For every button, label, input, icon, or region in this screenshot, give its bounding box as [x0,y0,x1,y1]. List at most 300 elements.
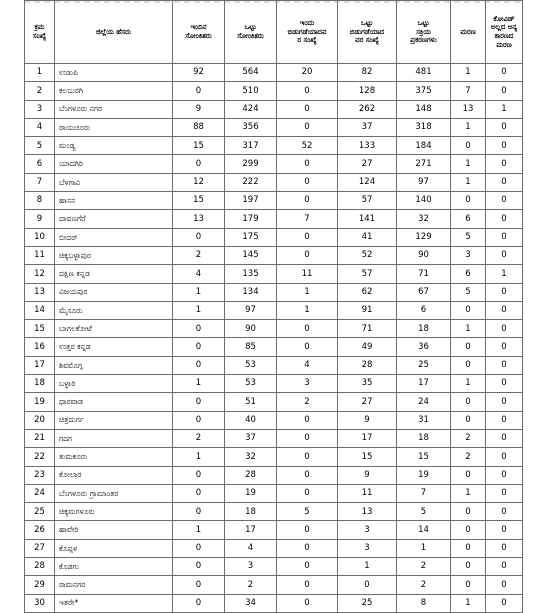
cell-active-cases: 271 [397,155,451,173]
cell-today-discharged: 0 [277,100,338,118]
cell-deaths: 5 [451,283,486,301]
cell-non-covid-deaths: 1 [486,265,523,283]
cell-total-infected: 28 [225,466,277,484]
cell-deaths: 1 [451,173,486,191]
cell-non-covid-deaths: 0 [486,246,523,264]
cell-active-cases: 375 [397,82,451,100]
cell-today-discharged: 0 [277,539,338,557]
cell-district-name: ಚಿತ್ರದುರ್ಗ [55,411,173,429]
cell-serial-number: 28 [25,558,55,576]
header-line: ರ ಸಂಖ್ಯೆ [297,36,317,45]
cell-total-infected: 2 [225,576,277,594]
cell-total-discharged: 3 [338,539,397,557]
cell-today-discharged: 5 [277,503,338,521]
cell-deaths: 6 [451,265,486,283]
cell-non-covid-deaths: 0 [486,375,523,393]
cell-district-name: ಮೈಸೂರು [55,301,173,319]
table-row [25,338,523,356]
cell-today-infected: 13 [173,210,225,228]
cell-active-cases: 140 [397,192,451,210]
cell-total-infected: 424 [225,100,277,118]
cell-today-discharged: 0 [277,118,338,136]
cell-total-infected: 53 [225,356,277,374]
cell-district-name: ಯಾದಗಿರಿ [55,155,173,173]
cell-non-covid-deaths: 0 [486,118,523,136]
table-row [25,301,523,319]
cell-today-infected: 9 [173,100,225,118]
cell-district-name: ಉಡುಪಿ [55,64,173,82]
header-line: ಪ್ರಕರಣಗಳು [410,36,437,45]
cell-today-discharged: 2 [277,393,338,411]
table-header [25,1,523,64]
table-row [25,265,523,283]
cell-serial-number: 13 [25,283,55,301]
cell-serial-number: 16 [25,338,55,356]
cell-deaths: 0 [451,411,486,429]
cell-today-infected: 0 [173,155,225,173]
cell-today-infected: 2 [173,429,225,447]
cell-non-covid-deaths: 0 [486,521,523,539]
cell-today-discharged: 0 [277,448,338,466]
cell-non-covid-deaths: 0 [486,320,523,338]
cell-non-covid-deaths: 0 [486,411,523,429]
header-line: ಜಿಲ್ಲೆಯ ಹೆಸರು [95,27,132,36]
cell-district-name: ಹಾವೇರಿ [55,521,173,539]
cell-serial-number: 24 [25,484,55,502]
cell-today-infected: 0 [173,320,225,338]
cell-total-discharged: 91 [338,301,397,319]
cell-total-discharged: 11 [338,484,397,502]
header-today-discharged [277,1,338,64]
cell-today-infected: 1 [173,283,225,301]
table-row [25,356,523,374]
cell-total-discharged: 49 [338,338,397,356]
cell-total-infected: 564 [225,64,277,82]
cell-total-discharged: 141 [338,210,397,228]
cell-today-discharged: 0 [277,155,338,173]
table-row [25,246,523,264]
cell-today-infected: 0 [173,356,225,374]
cell-total-infected: 222 [225,173,277,191]
cell-total-infected: 40 [225,411,277,429]
table-row [25,375,523,393]
cell-active-cases: 14 [397,521,451,539]
header-row [25,1,523,64]
cell-today-infected: 92 [173,64,225,82]
table-body [25,64,523,613]
cell-active-cases: 7 [397,484,451,502]
header-line: ಸೋಂಕಿತರು [185,32,212,40]
cell-deaths: 1 [451,118,486,136]
cell-non-covid-deaths: 0 [486,356,523,374]
cell-total-discharged: 27 [338,393,397,411]
cell-non-covid-deaths: 0 [486,503,523,521]
cell-deaths: 0 [451,521,486,539]
cell-deaths: 3 [451,246,486,264]
cell-district-name: ಬೀದರ್ [55,228,173,246]
header-line: ಕೋವಿಡ್ [493,14,515,23]
header-line: ಬಿಡುಗಡೆಯಾದವ [287,27,327,36]
cell-non-covid-deaths: 0 [486,484,523,502]
header-total-discharged [338,1,397,64]
cell-today-infected: 12 [173,173,225,191]
cell-total-infected: 19 [225,484,277,502]
cell-active-cases: 8 [397,594,451,612]
cell-district-name: ಮಂಡ್ಯ [55,137,173,155]
cell-serial-number: 27 [25,539,55,557]
cell-active-cases: 318 [397,118,451,136]
cell-today-discharged: 20 [277,64,338,82]
cell-deaths: 0 [451,466,486,484]
cell-active-cases: 184 [397,137,451,155]
cell-non-covid-deaths: 0 [486,301,523,319]
cell-district-name: ಬಳ್ಳಾರಿ [55,375,173,393]
cell-today-discharged: 0 [277,521,338,539]
table-row [25,448,523,466]
table-row [25,173,523,191]
cell-serial-number: 10 [25,228,55,246]
cell-total-infected: 3 [225,558,277,576]
cell-non-covid-deaths: 0 [486,558,523,576]
cell-total-discharged: 1 [338,558,397,576]
table-row [25,320,523,338]
table-row [25,521,523,539]
cell-today-infected: 0 [173,558,225,576]
cell-district-name: ರಾಮನಗರ [55,576,173,594]
cell-today-discharged: 0 [277,173,338,191]
cell-total-discharged: 57 [338,192,397,210]
header-line: ಒಟ್ಟು [417,18,430,27]
cell-today-infected: 4 [173,265,225,283]
header-line: ಸೋಂಕಿತರು [237,32,264,40]
cell-non-covid-deaths: 1 [486,100,523,118]
cell-active-cases: 71 [397,265,451,283]
cell-total-discharged: 35 [338,375,397,393]
cell-active-cases: 2 [397,576,451,594]
header-line: ಇಂದಿನ [190,23,207,32]
cell-total-infected: 51 [225,393,277,411]
cell-district-name: ಕೊಪ್ಪಳ [55,539,173,557]
cell-district-name: ಇತರೇ* [55,594,173,612]
cell-district-name: ಬೆಂಗಳೂರು ನಗರ [55,100,173,118]
header-serial-number [25,1,55,64]
cell-total-infected: 97 [225,301,277,319]
cell-active-cases: 97 [397,173,451,191]
cell-today-discharged: 0 [277,484,338,502]
cell-total-infected: 17 [225,521,277,539]
cell-active-cases: 18 [397,320,451,338]
cell-total-infected: 90 [225,320,277,338]
cell-deaths: 0 [451,192,486,210]
cell-today-infected: 15 [173,192,225,210]
cell-today-discharged: 0 [277,338,338,356]
cell-deaths: 2 [451,448,486,466]
cell-non-covid-deaths: 0 [486,393,523,411]
cell-active-cases: 31 [397,411,451,429]
cell-district-name: ಬೆಂಗಳೂರು ಗ್ರಾಮಾಂತರ [55,484,173,502]
cell-today-discharged: 0 [277,411,338,429]
header-line: ಇಂದು [299,18,315,27]
cell-total-discharged: 15 [338,448,397,466]
cell-today-infected: 1 [173,375,225,393]
cell-non-covid-deaths: 0 [486,594,523,612]
cell-deaths: 0 [451,503,486,521]
cell-total-discharged: 262 [338,100,397,118]
header-line: ಒಟ್ಟು [244,23,257,32]
cell-today-infected: 1 [173,521,225,539]
cell-serial-number: 9 [25,210,55,228]
header-today-infected [173,1,225,64]
cell-district-name: ಬಾಗಲಕೋಟೆ [55,320,173,338]
cell-today-discharged: 0 [277,228,338,246]
cell-non-covid-deaths: 0 [486,192,523,210]
cell-serial-number: 12 [25,265,55,283]
cell-total-discharged: 3 [338,521,397,539]
cell-total-discharged: 13 [338,503,397,521]
cell-active-cases: 15 [397,448,451,466]
cell-today-infected: 1 [173,301,225,319]
cell-today-infected: 0 [173,539,225,557]
cell-deaths: 1 [451,594,486,612]
cell-deaths: 0 [451,137,486,155]
cell-total-discharged: 9 [338,411,397,429]
header-non-covid-deaths [486,1,523,64]
cell-serial-number: 19 [25,393,55,411]
cell-active-cases: 17 [397,375,451,393]
cell-deaths: 7 [451,82,486,100]
cell-serial-number: 29 [25,576,55,594]
table-row [25,558,523,576]
cell-district-name: ಕಲಬುರಗಿ [55,82,173,100]
cell-today-discharged: 0 [277,576,338,594]
table-row [25,192,523,210]
cell-today-infected: 0 [173,338,225,356]
header-district-name [55,1,173,64]
cell-deaths: 6 [451,210,486,228]
table-row [25,503,523,521]
header-line: ಒಟ್ಟು [360,18,373,27]
cell-total-infected: 34 [225,594,277,612]
cell-today-infected: 0 [173,576,225,594]
cell-active-cases: 24 [397,393,451,411]
cell-non-covid-deaths: 0 [486,210,523,228]
cell-deaths: 2 [451,429,486,447]
table-row [25,283,523,301]
cell-total-infected: 179 [225,210,277,228]
cell-total-infected: 85 [225,338,277,356]
cell-today-infected: 1 [173,448,225,466]
cell-deaths: 0 [451,558,486,576]
cell-district-name: ತುಮಕೂರು [55,448,173,466]
cell-today-discharged: 4 [277,356,338,374]
cell-total-infected: 175 [225,228,277,246]
cell-today-discharged: 1 [277,283,338,301]
cell-serial-number: 25 [25,503,55,521]
cell-district-name: ಗದಗ [55,429,173,447]
cell-today-infected: 0 [173,82,225,100]
cell-deaths: 0 [451,539,486,557]
cell-total-discharged: 9 [338,466,397,484]
header-line: ವರ ಸಂಖ್ಯೆ [355,36,379,45]
cell-total-infected: 37 [225,429,277,447]
cell-non-covid-deaths: 0 [486,283,523,301]
cell-non-covid-deaths: 0 [486,173,523,191]
table-row [25,484,523,502]
cell-serial-number: 7 [25,173,55,191]
cell-district-name: ಕೊಡಗು [55,558,173,576]
cell-today-discharged: 11 [277,265,338,283]
district-cases-table-container [24,0,522,613]
cell-district-name: ಚಿಕ್ಕಮಗಳೂರು [55,503,173,521]
cell-district-name: ದಕ್ಷಿಣ ಕನ್ನಡ [55,265,173,283]
cell-deaths: 0 [451,576,486,594]
cell-active-cases: 129 [397,228,451,246]
header-line: ಮರಣ [460,27,476,36]
cell-active-cases: 32 [397,210,451,228]
header-line: ಸಂಖ್ಯೆ [32,32,47,40]
cell-today-discharged: 1 [277,301,338,319]
cell-today-infected: 0 [173,228,225,246]
cell-today-infected: 0 [173,594,225,612]
header-line: ಮರಣ [496,40,512,49]
cell-total-discharged: 133 [338,137,397,155]
cell-non-covid-deaths: 0 [486,64,523,82]
cell-total-infected: 145 [225,246,277,264]
cell-active-cases: 90 [397,246,451,264]
cell-total-infected: 356 [225,118,277,136]
header-total-infected [225,1,277,64]
cell-today-discharged: 0 [277,320,338,338]
cell-serial-number: 17 [25,356,55,374]
header-line: ಬಿಡುಗಡೆಯಾದ [349,27,385,36]
table-row [25,64,523,82]
cell-today-infected: 0 [173,411,225,429]
cell-deaths: 13 [451,100,486,118]
table-row [25,100,523,118]
cell-today-discharged: 0 [277,246,338,264]
cell-total-discharged: 62 [338,283,397,301]
cell-serial-number: 22 [25,448,55,466]
cell-serial-number: 30 [25,594,55,612]
cell-today-discharged: 0 [277,429,338,447]
cell-total-discharged: 128 [338,82,397,100]
table-row [25,155,523,173]
cell-total-discharged: 71 [338,320,397,338]
header-line: ಕಾರಣದ [494,32,514,40]
header-active-cases [397,1,451,64]
table-row [25,82,523,100]
cell-district-name: ಶಿವಮೊಗ್ಗ [55,356,173,374]
cell-non-covid-deaths: 0 [486,137,523,155]
table-row [25,137,523,155]
cell-non-covid-deaths: 0 [486,466,523,484]
cell-total-infected: 134 [225,283,277,301]
cell-today-infected: 0 [173,503,225,521]
cell-active-cases: 6 [397,301,451,319]
cell-serial-number: 8 [25,192,55,210]
cell-serial-number: 6 [25,155,55,173]
cell-total-infected: 53 [225,375,277,393]
table-row [25,411,523,429]
cell-district-name: ಚಿಕ್ಕಬಳ್ಳಾಪುರ [55,246,173,264]
cell-deaths: 0 [451,356,486,374]
cell-today-discharged: 0 [277,192,338,210]
cell-non-covid-deaths: 0 [486,155,523,173]
cell-district-name: ರಾಯಚೂರು [55,118,173,136]
cell-serial-number: 14 [25,301,55,319]
cell-total-discharged: 37 [338,118,397,136]
cell-serial-number: 11 [25,246,55,264]
cell-deaths: 1 [451,155,486,173]
cell-deaths: 1 [451,375,486,393]
cell-deaths: 1 [451,64,486,82]
cell-serial-number: 3 [25,100,55,118]
cell-today-infected: 0 [173,393,225,411]
cell-non-covid-deaths: 0 [486,228,523,246]
cell-active-cases: 2 [397,558,451,576]
cell-total-discharged: 0 [338,576,397,594]
cell-serial-number: 20 [25,411,55,429]
cell-total-infected: 510 [225,82,277,100]
table-row [25,210,523,228]
cell-serial-number: 2 [25,82,55,100]
cell-total-infected: 317 [225,137,277,155]
cell-today-discharged: 7 [277,210,338,228]
cell-serial-number: 5 [25,137,55,155]
cell-non-covid-deaths: 0 [486,429,523,447]
cell-today-discharged: 0 [277,594,338,612]
table-row [25,429,523,447]
cell-total-infected: 18 [225,503,277,521]
header-line: ಸಕ್ರಿಯ [416,27,431,36]
cell-serial-number: 15 [25,320,55,338]
cell-district-name: ಹಾಸನ [55,192,173,210]
cell-total-discharged: 28 [338,356,397,374]
cell-total-infected: 135 [225,265,277,283]
cell-total-infected: 299 [225,155,277,173]
cell-today-infected: 15 [173,137,225,155]
cell-district-name: ಬೆಳಗಾವಿ [55,173,173,191]
cell-district-name: ದಾವಣಗೆರೆ [55,210,173,228]
cell-active-cases: 67 [397,283,451,301]
table-row [25,539,523,557]
table-row [25,228,523,246]
cell-non-covid-deaths: 0 [486,576,523,594]
cell-district-name: ಧಾರವಾಡ [55,393,173,411]
cell-total-infected: 32 [225,448,277,466]
cell-serial-number: 1 [25,64,55,82]
cell-serial-number: 18 [25,375,55,393]
cell-active-cases: 1 [397,539,451,557]
cell-serial-number: 4 [25,118,55,136]
table-row [25,576,523,594]
header-line: ಅಲ್ಲದ ಅನ್ಯ [490,23,518,32]
cell-total-discharged: 52 [338,246,397,264]
header-deaths [451,1,486,64]
cell-today-infected: 0 [173,466,225,484]
cell-total-discharged: 27 [338,155,397,173]
cell-today-discharged: 0 [277,82,338,100]
cell-total-discharged: 17 [338,429,397,447]
cell-serial-number: 21 [25,429,55,447]
cell-today-discharged: 52 [277,137,338,155]
cell-deaths: 0 [451,393,486,411]
cell-total-discharged: 41 [338,228,397,246]
cell-deaths: 0 [451,338,486,356]
cell-today-discharged: 0 [277,466,338,484]
table-row [25,393,523,411]
cell-today-infected: 0 [173,484,225,502]
